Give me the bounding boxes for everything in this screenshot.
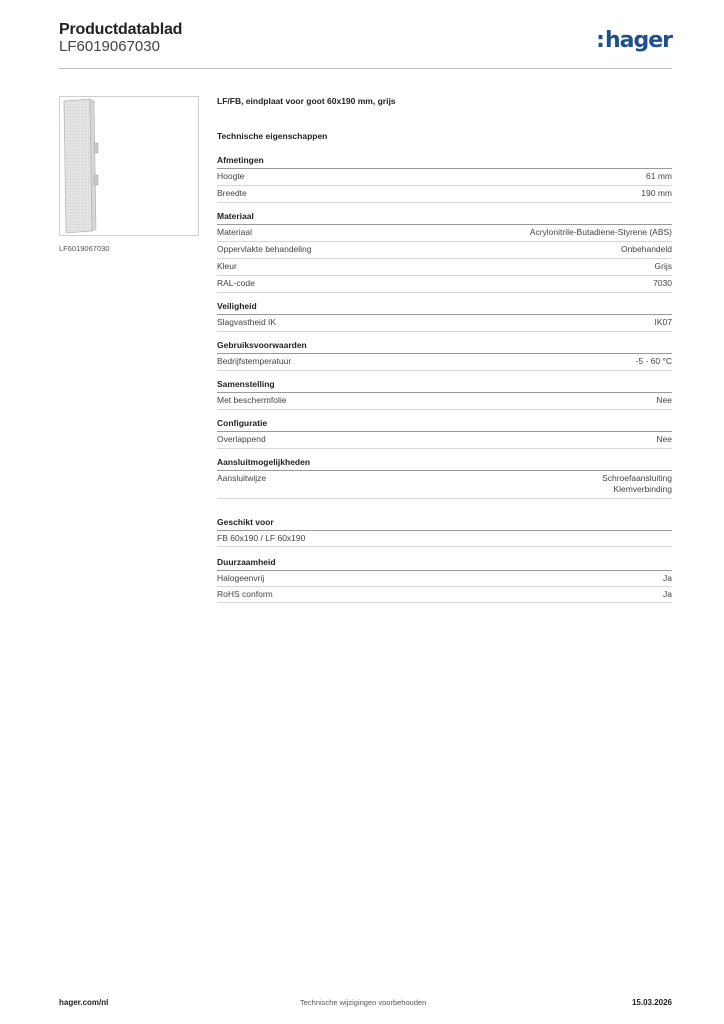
section-aansluitmogelijkheden [217,457,672,499]
property-value-line: 7030 [653,278,672,288]
property-value-line: Nee [656,395,672,405]
property-value [530,227,672,238]
property-value [655,261,672,272]
page-title: Productdatablad [59,21,183,38]
property-value-line: Acrylonitrile-Butadiene-Styrene (ABS) [529,227,672,237]
property-value [621,244,672,255]
section-heading: Configuratie [217,418,672,432]
property-label: Bedrijfstemperatuur [217,356,292,366]
section-materiaal [217,211,672,293]
section-suitable [217,517,672,547]
property-value [656,434,672,445]
property-label: Oppervlakte behandeling [217,244,312,254]
property-sections [217,155,672,499]
property-value-line: Onbehandeld [620,244,672,254]
property-value [656,395,672,406]
property-label: FB 60x190 / LF 60x190 [217,533,306,543]
product-title: LF/FB, eindplaat voor goot 60x190 mm, grijs [217,96,396,106]
property-row [217,169,672,186]
property-value-line: 190 mm [641,188,672,198]
tech-heading: Technische eigenschappen [217,131,328,141]
section-heading: Samenstelling [217,379,672,393]
property-value-line: Schroefaansluiting [602,473,672,483]
product-code: LF6019067030 [59,38,160,55]
property-row [217,315,672,332]
property-row [217,471,672,499]
property-label: RoHS conform [217,589,273,599]
section-heading: Aansluitmogelijkheden [217,457,672,471]
section-samenstelling [217,379,672,410]
hager-logo: :hager [596,28,672,53]
property-label: Slagvastheid IK [217,317,277,327]
property-value [655,317,673,328]
property-label: Aansluitwijze [217,473,267,483]
property-label: Kleur [217,261,237,271]
property-value [646,171,672,182]
property-value-line: Klemverbinding [613,484,672,494]
property-label: Breedte [217,188,247,198]
property-label: Met beschermfolie [217,395,287,405]
property-row [217,571,672,587]
property-row [217,259,672,276]
property-row [217,531,672,547]
property-row [217,276,672,293]
property-row [217,354,672,371]
section-sustainability [217,557,672,603]
property-row [217,393,672,410]
section-heading: Duurzaamheid [217,557,672,571]
section-heading: Gebruiksvoorwaarden [217,340,672,354]
property-label: Overlappend [217,434,266,444]
header-divider [59,68,672,69]
property-label: Materiaal [217,227,252,237]
end-plate-illustration [60,97,198,235]
property-value [653,278,672,289]
property-value: Ja [663,589,672,599]
property-label: RAL-code [217,278,255,288]
property-value-line: IK07 [654,317,672,327]
logo-text: hager [604,28,672,53]
footer-date: 15.03.2026 [631,998,672,1007]
property-value: Ja [663,573,672,583]
property-value-line: Nee [656,434,672,444]
property-row [217,587,672,603]
product-image [59,96,199,236]
property-row [217,225,672,242]
datasheet-content [217,96,672,611]
section-configuratie [217,418,672,449]
property-row [217,432,672,449]
section-heading: Afmetingen [217,155,672,169]
section-veiligheid [217,301,672,332]
footer-website-link[interactable]: hager.com/nl [59,998,109,1007]
section-heading: Geschikt voor [217,517,672,531]
property-row [217,186,672,203]
footer-notice: Technische wijzigingen voorbehouden [300,998,427,1007]
property-value-line: -5 - 60 °C [635,356,672,366]
property-row [217,242,672,259]
section-heading: Veiligheid [217,301,672,315]
section-heading: Materiaal [217,211,672,225]
property-value [641,188,672,199]
section-afmetingen [217,155,672,203]
property-value [602,473,672,495]
image-caption: LF6019067030 [59,244,110,253]
property-label: Halogeenvrij [217,573,265,583]
property-value [636,356,672,367]
property-label: Hoogte [217,171,245,181]
section-gebruiksvoorwaarden [217,340,672,371]
property-value-line: 61 mm [646,171,672,181]
property-value-line: Grijs [654,261,672,271]
